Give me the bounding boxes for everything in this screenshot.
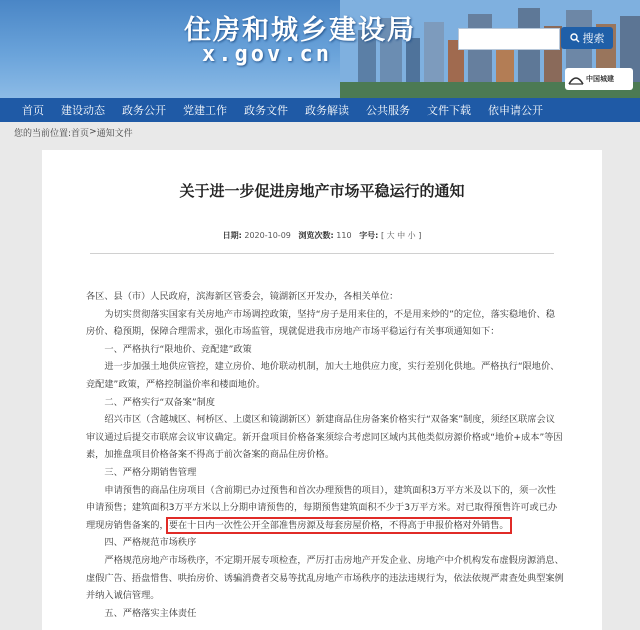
nav-item-application[interactable]: 依申请公开 — [488, 104, 543, 117]
search-icon — [570, 33, 580, 43]
logo-emblem-icon — [568, 72, 584, 86]
section-heading-5: 五、严格落实主体责任 — [104, 607, 197, 619]
highlighted-requirement: 要在十日内一次性公开全部准售房源及每套房屋价格，不得高于申报价格对外销售。 — [168, 519, 509, 531]
article-meta — [42, 230, 602, 241]
article-views: 110 — [336, 231, 352, 240]
nav-item-downloads[interactable]: 文件下载 — [427, 104, 471, 117]
views-label: 浏览次数: — [298, 231, 334, 240]
paragraph-presale-text: 申请预售的商品住房项目（含前期已办过预售和首次办理预售的项目），建筑面积3万平方米及以下的，须一次性申请预售；建筑面积3万平方米以上分期申请预售的，每期预售建筑面积不少于3万平方米。对已取得预售许可或已办理现房销售备案的， — [86, 484, 558, 531]
breadcrumb-current[interactable]: 通知文件 — [96, 128, 133, 139]
site-domain: x.gov.cn — [202, 42, 332, 67]
breadcrumb — [0, 122, 640, 142]
article-panel — [42, 150, 602, 630]
paragraph-intro: 为切实贯彻落实国家有关房地产市场调控政策，坚持“房子是用来住的，不是用来炒的”的定位，落实稳地价、稳房价、稳预期，保障合理需求，强化市场监管，现就促进我市房地产市场平稳运行有关事项通知如下： — [86, 308, 555, 338]
salutation: 各区、县（市）人民政府，滨海新区管委会，镜湖新区开发办，各相关单位： — [86, 291, 399, 302]
article-date: 2020-10-09 — [244, 231, 291, 240]
search-button[interactable] — [561, 27, 613, 49]
nav-item-documents[interactable]: 政务文件 — [244, 104, 288, 117]
breadcrumb-separator: > — [89, 127, 97, 137]
nav-item-disclosure[interactable]: 政务公开 — [122, 104, 166, 117]
meta-divider — [90, 253, 554, 254]
logo-text: 中国城建 — [586, 75, 614, 83]
section-heading-3: 三、严格分期销售管理 — [104, 466, 197, 478]
search-input[interactable] — [458, 28, 560, 50]
breadcrumb-prefix: 您的当前位置: — [14, 128, 72, 139]
section-heading-4: 四、严格规范市场秩序 — [104, 537, 197, 549]
font-size-switch[interactable]: [ 大 中 小 ] — [380, 231, 422, 240]
article-title: 关于进一步促进房地产市场平稳运行的通知 — [179, 182, 465, 200]
main-nav — [0, 98, 640, 122]
site-header — [0, 0, 640, 98]
site-title: 住房和城乡建设局 — [184, 15, 416, 46]
paragraph-filing: 绍兴市区（含越城区、柯桥区、上虞区和镜湖新区）新建商品住房备案价格实行“双备案”制度，须经区联席会议审议通过后提交市联席会议审议确定。新开盘项目价格备案须综合考虑同区域内其他类似房源价格或“地价+成本”等因素，加推盘项目价格备案不得高于前次备案的商品住房价格。 — [86, 414, 563, 461]
nav-item-services[interactable]: 公共服务 — [366, 104, 410, 117]
date-label: 日期: — [222, 231, 242, 240]
paragraph-presale — [86, 482, 564, 535]
nav-item-party[interactable]: 党建工作 — [183, 104, 227, 117]
font-size-label: 字号: — [359, 231, 379, 240]
nav-item-home[interactable]: 首页 — [22, 104, 44, 117]
nav-item-news[interactable]: 建设动态 — [61, 104, 105, 117]
partner-logo[interactable] — [565, 68, 633, 90]
paragraph-land: 进一步加强土地供应管控，建立房价、地价联动机制，加大土地供应力度，实行差别化供地。严格执行“限地价、竞配建”政策，严格控制溢价率和楼面地价。 — [86, 361, 560, 390]
paragraph-market-order: 严格规范房地产市场秩序，不定期开展专项检查，严厉打击房地产开发企业、房地产中介机构发布虚假房源消息、虚假广告、捂盘惜售、哄抬房价、诱骗消费者交易等扰乱房地产市场秩序的违法违规行为，依法依规严肃查处典型案例并纳入诚信管理。 — [86, 554, 564, 602]
breadcrumb-home-link[interactable]: 首页 — [71, 128, 90, 139]
nav-item-interpretation[interactable]: 政务解读 — [305, 104, 349, 117]
section-heading-1: 一、严格执行“限地价、竞配建”政策 — [104, 343, 252, 355]
article-body — [86, 288, 564, 622]
section-heading-2: 二、严格实行“双备案”制度 — [104, 396, 215, 408]
search-button-label: 搜索 — [582, 32, 605, 45]
